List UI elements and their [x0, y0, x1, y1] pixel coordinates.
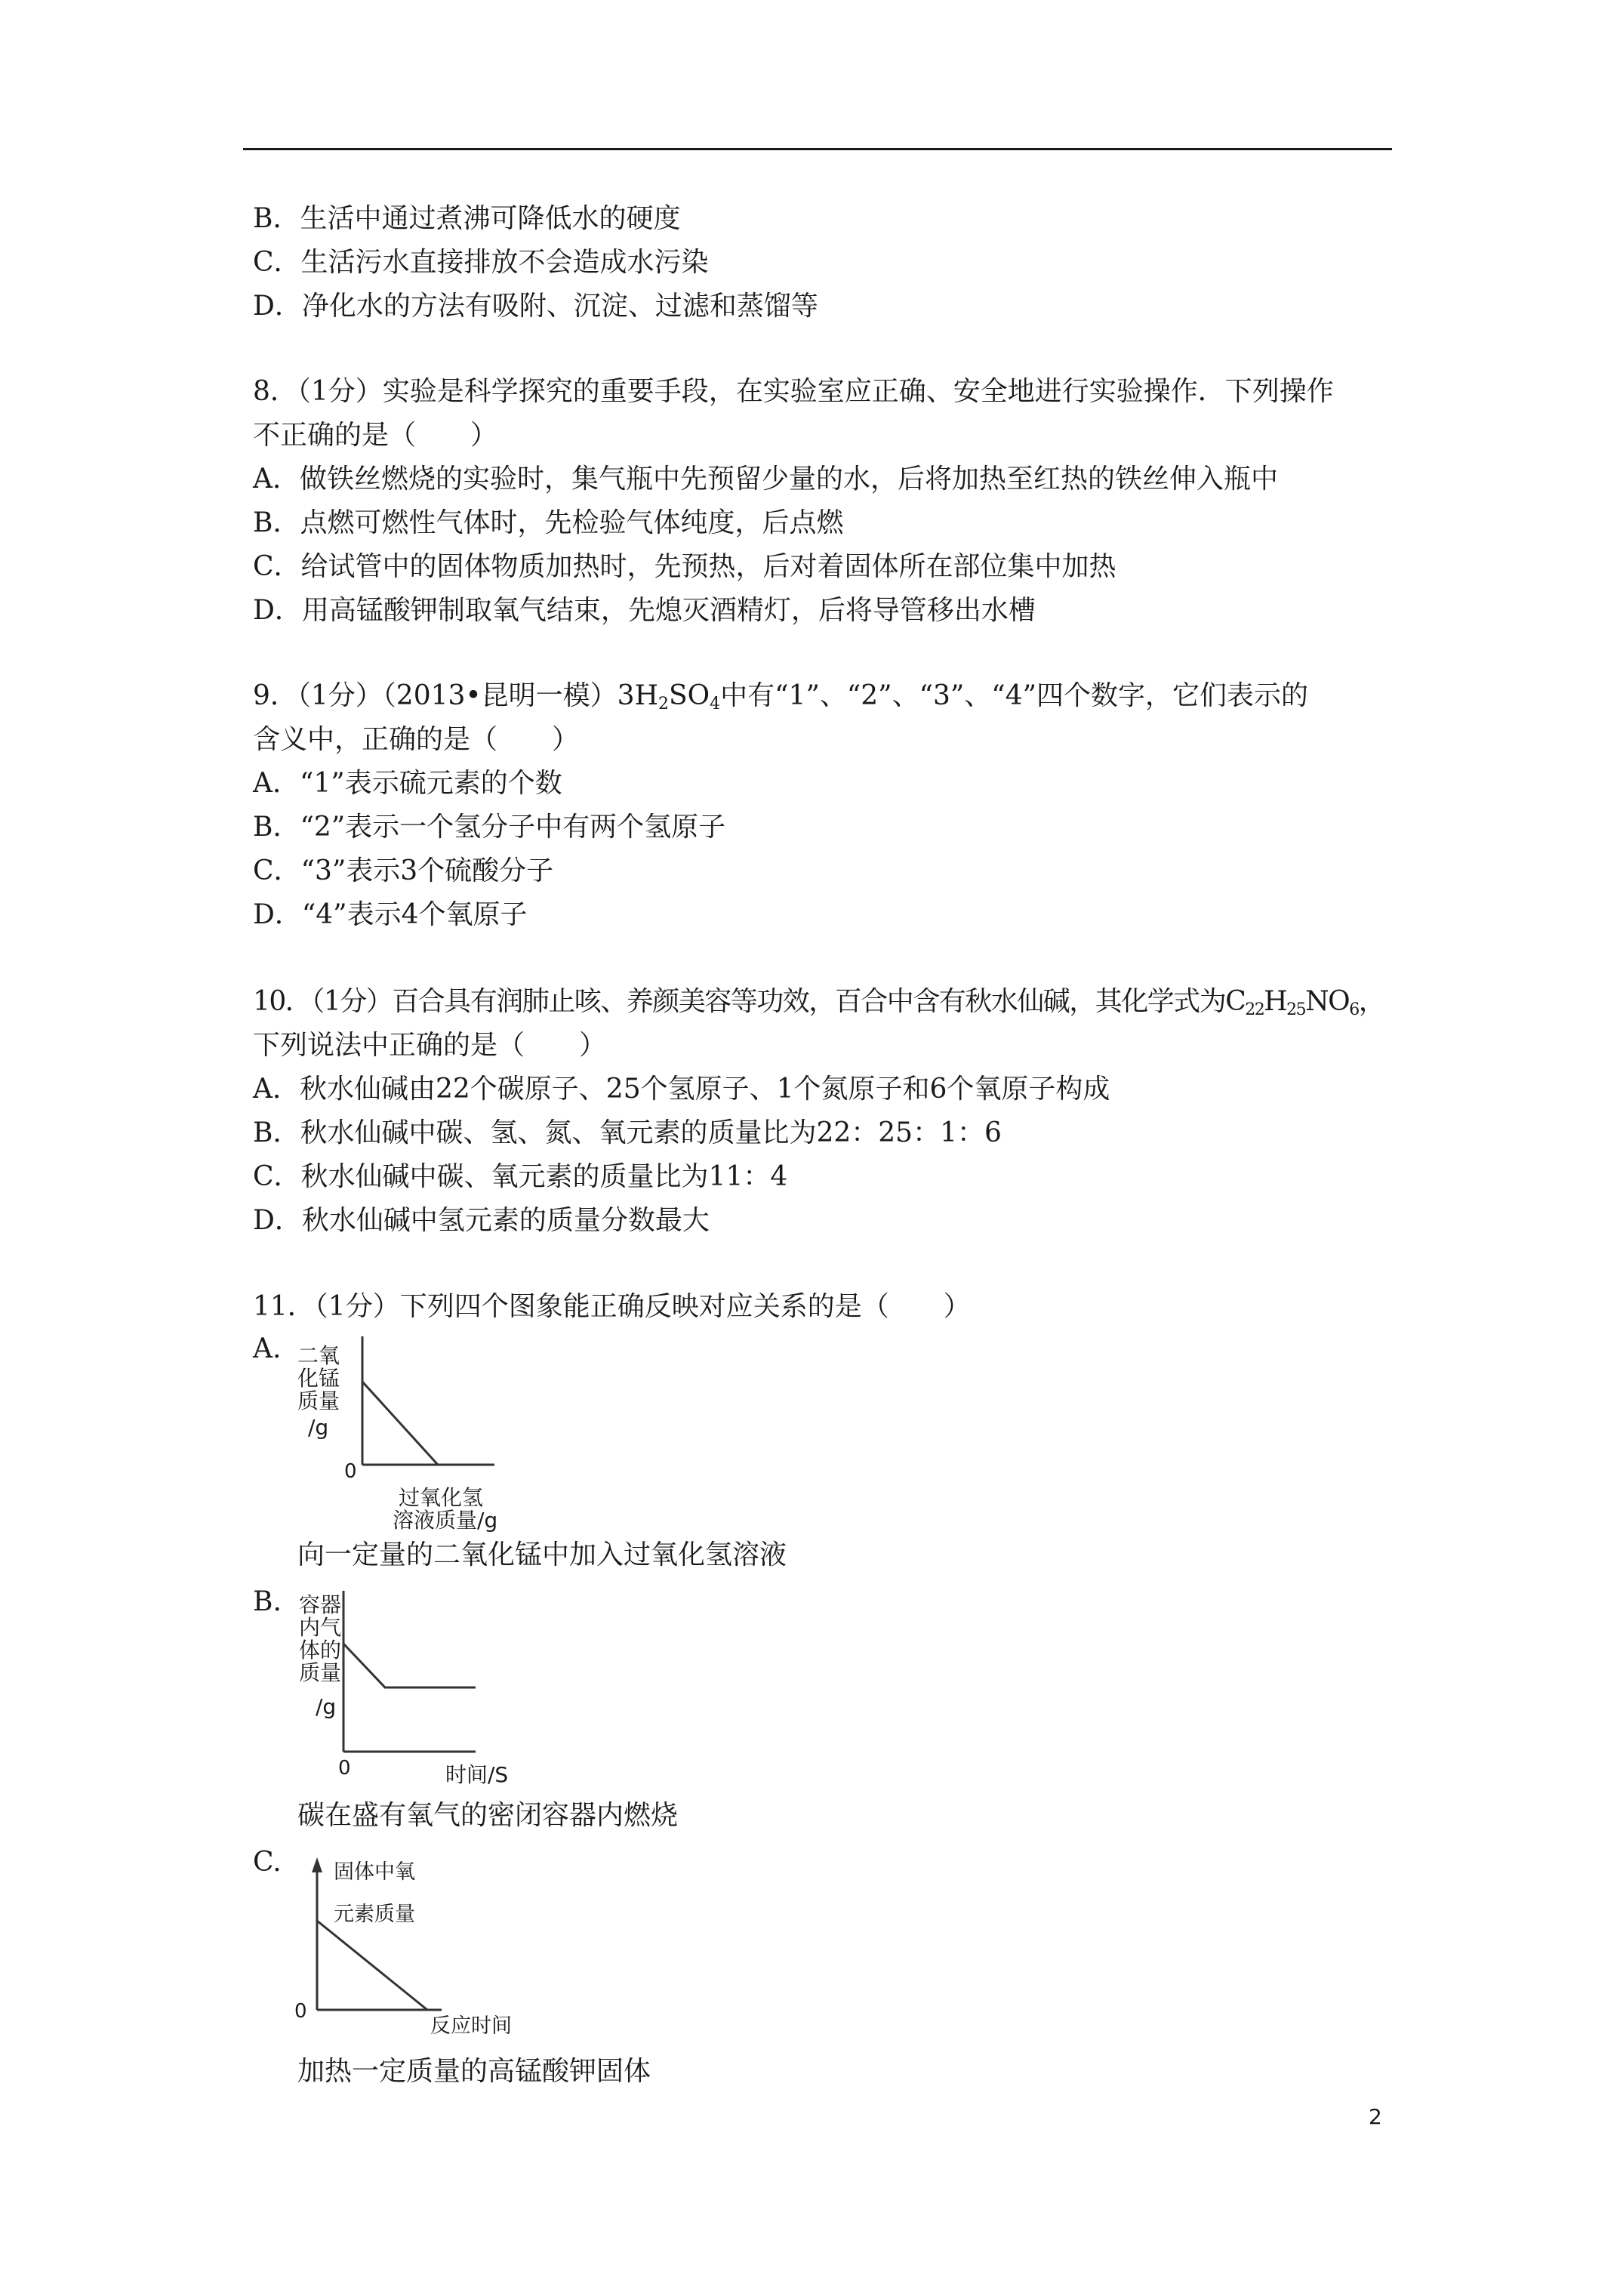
y-label-5: /g	[316, 1694, 337, 1719]
q7-option-d: D．净化水的方法有吸附、沉淀、过滤和蒸馏等	[253, 291, 818, 322]
q9-option-b: B．“2”表示一个氢分子中有两个氢原子	[253, 812, 726, 843]
data-line	[362, 1382, 438, 1465]
y-label-1: 固体中氧	[334, 1860, 415, 1884]
y-label-3: 体的	[299, 1638, 342, 1663]
q9-option-c: C．“3”表示3个硫酸分子	[253, 855, 554, 886]
q8-option-c: C．给试管中的固体物质加热时，先预热，后对着固体所在部位集中加热	[253, 551, 1116, 582]
data-line	[343, 1644, 476, 1687]
q8-option-b: B．点燃可燃性气体时，先检验气体纯度，后点燃	[253, 507, 844, 538]
q9-stem-line2: 含义中，正确的是（ ）	[253, 724, 580, 755]
page-number: 2	[1369, 2104, 1382, 2129]
q7-option-b: B．生活中通过煮沸可降低水的硬度	[253, 203, 681, 234]
x-label-1: 过氧化氢	[399, 1485, 484, 1510]
q11-option-a-label: A.	[253, 1333, 282, 1364]
q11-option-c-graph	[294, 1851, 551, 2040]
y-label-2: 化锰	[297, 1366, 340, 1391]
q11-option-b-graph	[294, 1589, 551, 1793]
q8-stem-line2: 不正确的是（ ）	[253, 420, 498, 451]
q8-option-d: D．用高锰酸钾制取氧气结束，先熄灭酒精灯，后将导管移出水槽	[253, 595, 1036, 626]
q10-stem-line2: 下列说法中正确的是（ ）	[253, 1030, 607, 1061]
y-label-4: 质量	[299, 1660, 342, 1685]
q10-option-a: A．秋水仙碱由22个碳原子、25个氢原子、1个氮原子和6个氧原子构成	[253, 1074, 1110, 1105]
origin-label: 0	[338, 1757, 351, 1780]
q11-option-c-caption: 加热一定质量的高锰酸钾固体	[297, 2056, 651, 2087]
q7-option-c: C．生活污水直接排放不会造成水污染	[253, 247, 709, 278]
q10-option-b: B．秋水仙碱中碳、氢、氮、氧元素的质量比为22：25：1：6	[253, 1117, 1002, 1148]
y-label-2: 内气	[299, 1615, 342, 1640]
x-label-1: 反应时间	[430, 2014, 512, 2038]
q9-option-a: A．“1”表示硫元素的个数	[253, 768, 562, 799]
q11-option-b-label: B.	[253, 1586, 282, 1617]
q11-stem: 11．（1分）下列四个图象能正确反映对应关系的是（ ）	[253, 1291, 971, 1322]
origin-label: 0	[344, 1460, 357, 1483]
q9-stem-line1: 9．（1分）（2013•昆明一模）$3H_2SO_4$中有“1”、“2”、“3”、“4”四个数字，它们表示的	[253, 680, 1309, 713]
y-axis-arrow-icon	[312, 1857, 322, 1872]
q8-option-a: A．做铁丝燃烧的实验时，集气瓶中先预留少量的水，后将加热至红热的铁丝伸入瓶中	[253, 464, 1278, 495]
y-label-1: 二氧	[297, 1343, 340, 1368]
y-label-2: 元素质量	[334, 1903, 415, 1926]
q8-stem-line1: 8．（1分）实验是科学探究的重要手段，在实验室应正确、安全地进行实验操作．下列操作	[253, 376, 1334, 407]
header-rule	[243, 148, 1392, 150]
q9-option-d: D．“4”表示4个氧原子	[253, 899, 528, 930]
q10-option-c: C．秋水仙碱中碳、氧元素的质量比为11：4	[253, 1161, 788, 1192]
q11-option-b-caption: 碳在盛有氧气的密闭容器内燃烧	[297, 1800, 679, 1831]
y-label-1: 容器	[299, 1592, 342, 1617]
q11-option-a-graph	[294, 1333, 551, 1536]
y-label-3: 质量	[297, 1388, 340, 1413]
origin-label: 0	[294, 2000, 307, 2023]
q11-option-c-label: C.	[253, 1847, 282, 1878]
q10-option-d: D．秋水仙碱中氢元素的质量分数最大	[253, 1205, 710, 1236]
y-label-4: /g	[308, 1415, 329, 1440]
q10-stem-line1: 10．（1分）百合具有润肺止咳、养颜美容等功效，百合中含有秋水仙碱，其化学式为$C_{22}H_{25}NO_6$，	[253, 986, 1385, 1019]
x-label-2: 溶液质量/g	[393, 1508, 498, 1533]
data-line	[317, 1921, 427, 2010]
x-label-1: 时间/S	[445, 1762, 509, 1787]
q11-option-a-caption: 向一定量的二氧化锰中加入过氧化氢溶液	[297, 1539, 787, 1570]
